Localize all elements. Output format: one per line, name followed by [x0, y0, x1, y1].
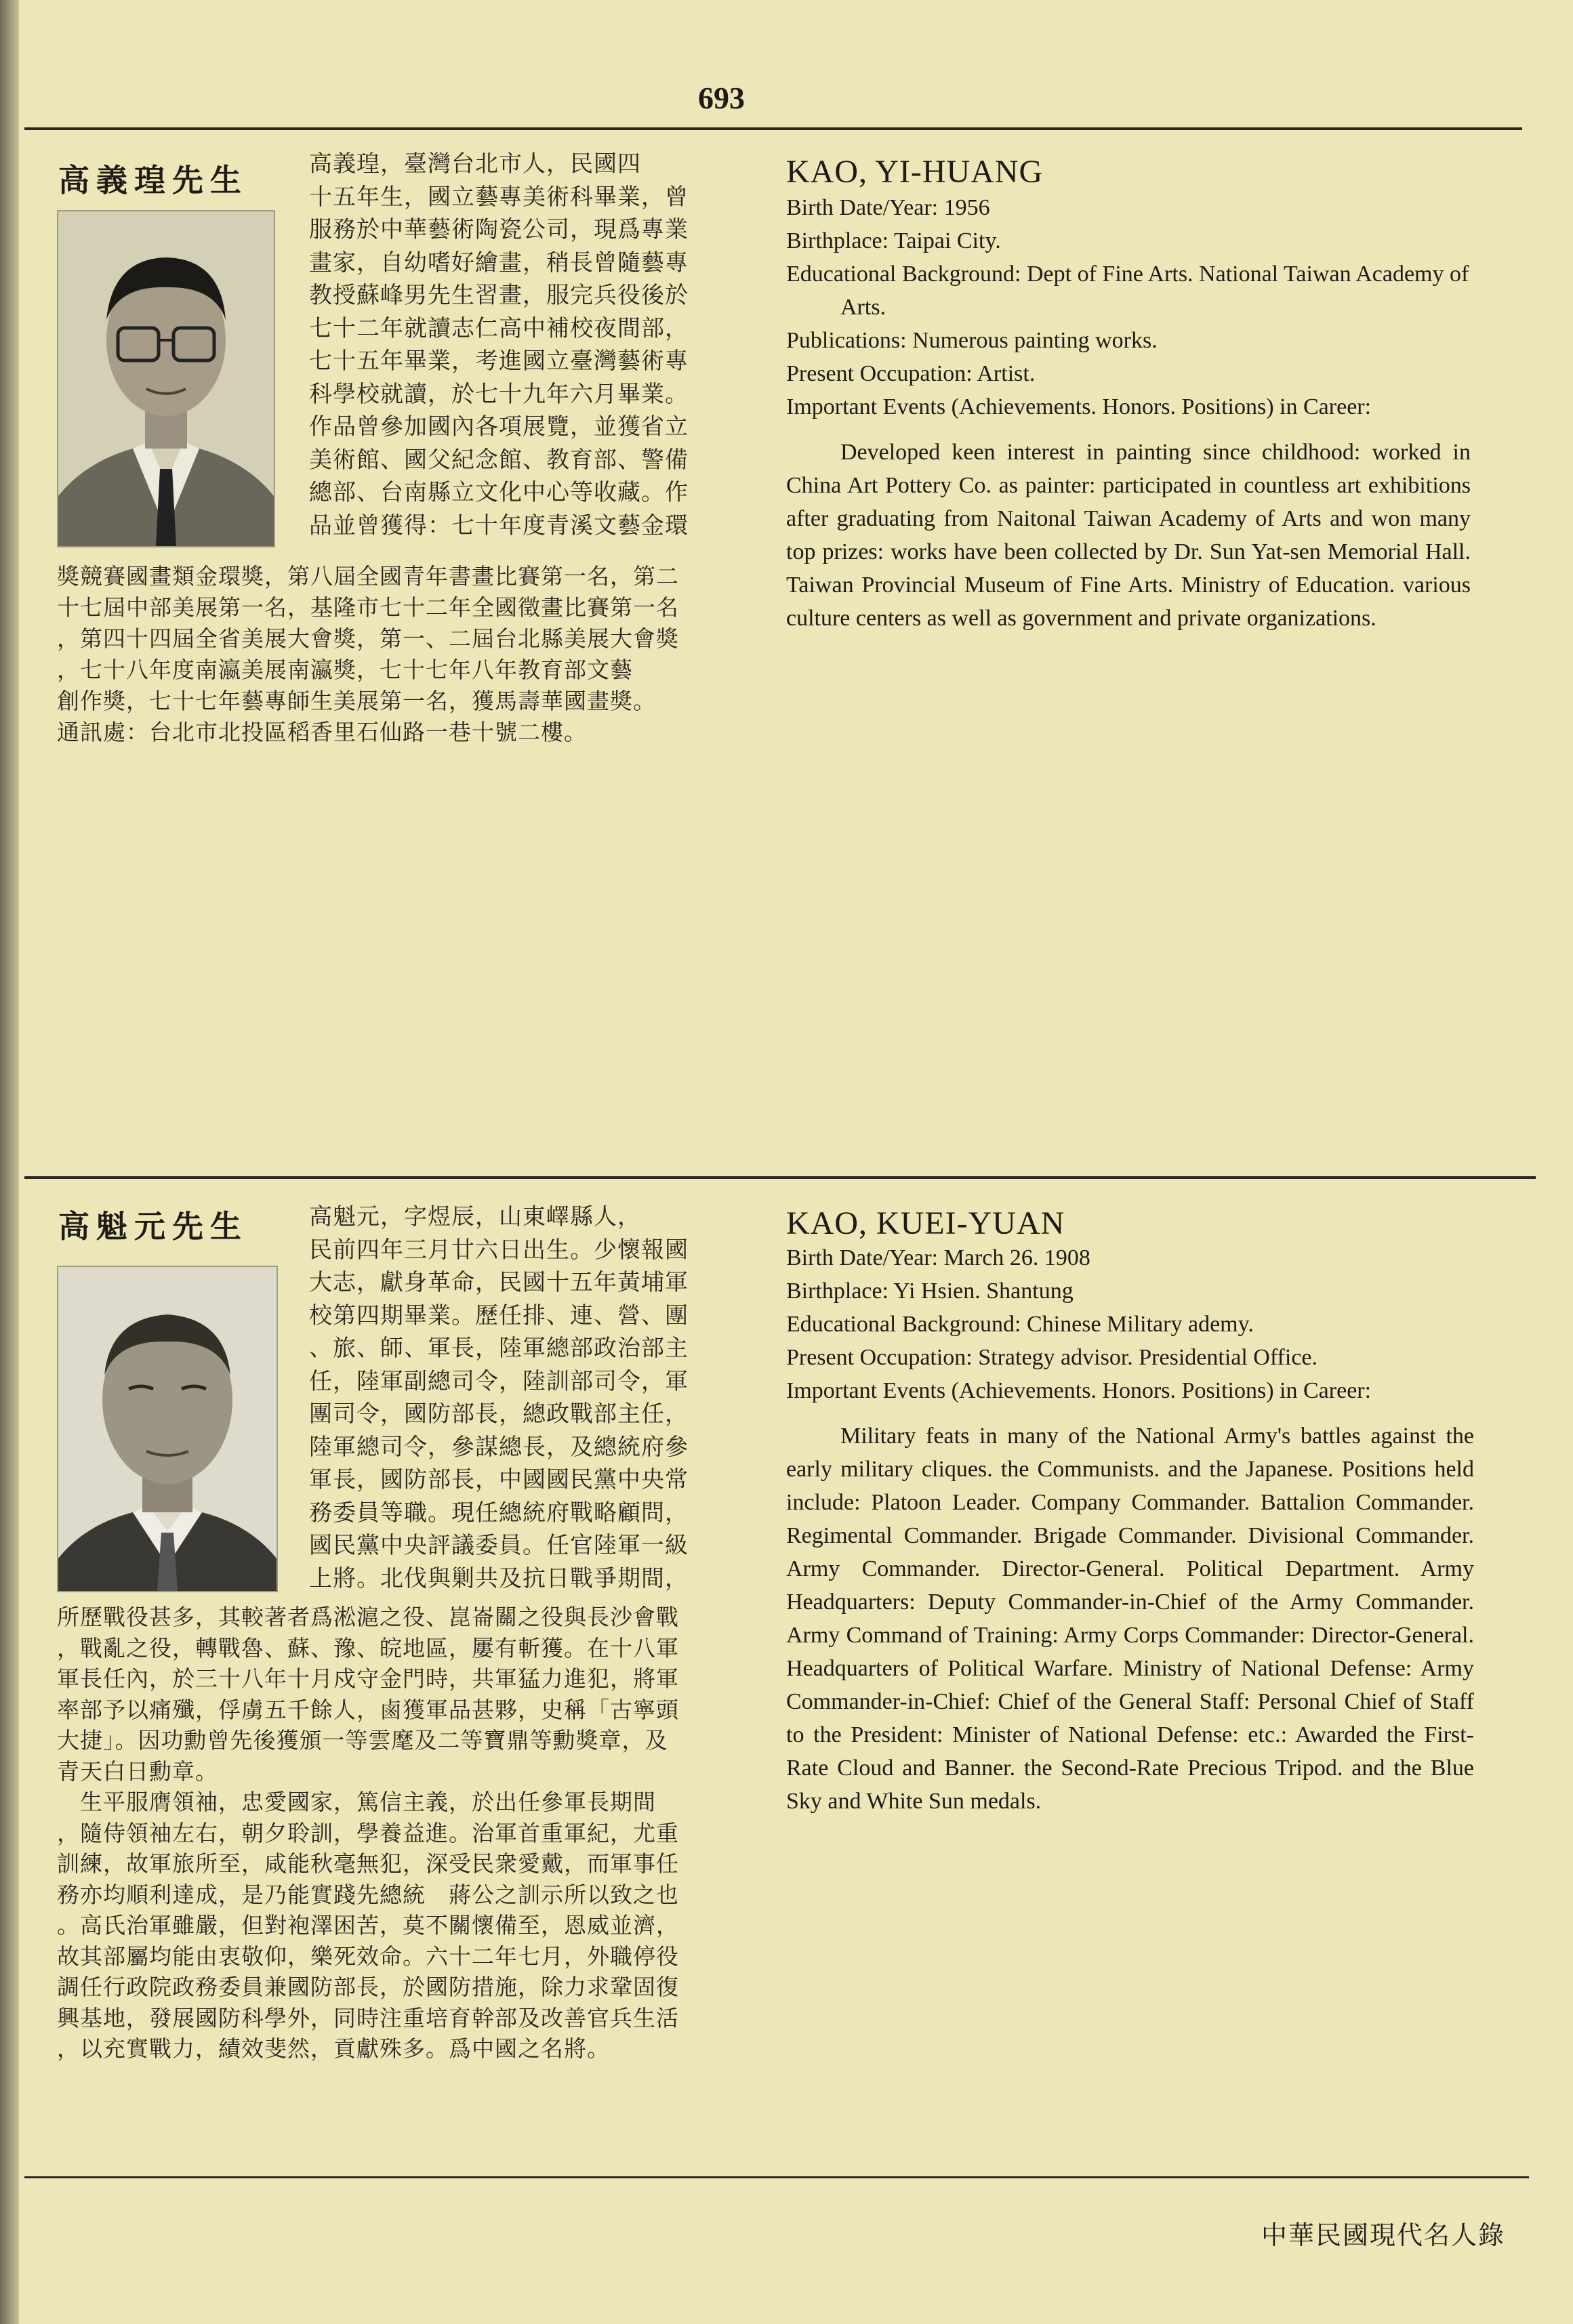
binding-shadow — [0, 0, 19, 2324]
entry2-birth: Birth Date/Year: March 26. 1908 — [786, 1245, 1090, 1270]
entry2-name-en: KAO, KUEI-YUAN — [786, 1205, 1065, 1241]
entry2-events-label: Important Events (Achievements. Honors. Positions) in Career: — [786, 1378, 1372, 1403]
entry1-bio-zh-tail: 獎競賽國畫類金環獎，第八屆全國青年書畫比賽第一名，第二 十七屆中部美展第一名，基隆市七十二年全國徵畫比賽第一名 ，第四十四屆全省美展大會獎，第一、二屆台北縣美展大會獎 ，七十八年度南瀛美展南瀛獎，七十七年八年教育部文藝 創作獎，七十七年藝專師生美展第一名，獲馬壽華國畫獎。 通訊處：台北市北投區稻香里石仙路一巷十號二樓。 — [57, 563, 679, 745]
entry2-bio-zh-head: 高魁元，字煜辰，山東嶧縣人， 民前四年三月廿六日出生。少懷報國 大志，獻身革命，民國十五年黃埔軍 校第四期畢業。歷任排、連、營、團 、旅、師、軍長，陸軍總部政治部主 任，陸軍副總司令，陸訓部司令，軍 團司令，國防部長，總政戰部主任， 陸軍總司令，參謀總長，及總統府參 軍長，國防部長，中國國民黨中央常 務委員等職。現任總統府戰略顧問， 國民黨中央評議委員。任官陸軍一級 上將。北伐與剿共及抗日戰爭期間， — [309, 1203, 689, 1592]
page-number: 693 — [698, 81, 745, 115]
entry1-name-zh: 高義瑝先生 — [58, 162, 248, 199]
entry1-events-text: Developed keen interest in painting since childhood: worked in China Art Pottery Co. as painter: participated in countless art exhibitions after graduating from Naitonal Taiwan Academy of Arts and won many top prizes: works have been collected by Dr. Sun Yat-sen Memorial Hall. Taiwan Provincial Museum of Fine Arts. Ministry of Education. various culture centers as well as government and private organizations. — [786, 440, 1471, 631]
entry2-birthplace: Birthplace: Yi Hsien. Shantung — [786, 1279, 1074, 1304]
top-rule — [24, 127, 1522, 130]
entry1-birth: Birth Date/Year: 1956 — [786, 195, 990, 220]
entry2-education: Educational Background: Chinese Military ademy. — [786, 1312, 1254, 1337]
bottom-rule — [24, 2176, 1529, 2178]
entry1-bio-zh-head: 高義瑝，臺灣台北市人，民國四 十五年生，國立藝專美術科畢業，曾 服務於中華藝術陶瓷公司，現爲專業 畫家，自幼嗜好繪畫，稍長曾隨藝專 教授蘇峰男先生習畫，服完兵役後於 七十二年就讀志仁高中補校夜間部， 七十五年畢業，考進國立臺灣藝術專 科學校就讀，於七十九年六月畢業。 作品曾參加國內各項展覽，並獲省立 美術館、國父紀念館、教育部、警備 總部、台南縣立文化中心等收藏。作 品並曾獲得：七十年度青溪文藝金環 — [309, 150, 689, 539]
entry1-birthplace: Birthplace: Taipai City. — [786, 228, 1001, 253]
entry2-occupation: Present Occupation: Strategy advisor. Presidential Office. — [786, 1345, 1318, 1370]
entry1-education: Educational Background: Dept of Fine Arts. National Taiwan Academy of Arts. — [786, 262, 1469, 320]
entry1-events-label: Important Events (Achievements. Honors. Positions) in Career: — [786, 394, 1372, 419]
entry1-occupation: Present Occupation: Artist. — [786, 361, 1036, 386]
entry1-name-en: KAO, YI-HUANG — [786, 154, 1044, 190]
entry1-publications: Publications: Numerous painting works. — [786, 328, 1158, 353]
entry2-name-zh: 高魁元先生 — [58, 1208, 248, 1245]
entry2-portrait-photo — [57, 1266, 278, 1592]
entry2-events-text: Military feats in many of the National Army's battles against the early military cliques. the Communists. and the Japanese. Positions held include: Platoon Leader. Company Commander. Battalion Commander. Regimental Commander. Brigade Commander. Divisional Commander. Army Commander. Director-General. Political Department. Army Headquarters: Deputy Commander-in-Chief of the Army Commander. Army Command of Training: Army Corps Commander: Director-General. Headquarters of Political Warfare. Ministry of National Defense: Army Commander-in-Chief: Chief of the General Staff: Personal Chief of Staff to the President: Minister of National Defense: etc.: Awarded the First-Rate Cloud and Banner. the Second-Rate Precious Tripod. and the Blue Sky and White Sun medals. — [786, 1424, 1474, 1814]
entry2-bio-zh-tail: 所歷戰役甚多，其較著者爲淞滬之役、崑崙關之役與長沙會戰 ，戰亂之役，轉戰魯、蘇、豫、皖地區，屢有斬獲。在十八軍 軍長任內，於三十八年十月戍守金門時，共軍猛力進犯，將軍 率部予以痛殲，俘虜五千餘人，鹵獲軍品甚夥，史稱「古寧頭 大捷」。因功勳曾先後獲頒一等雲麾及二等寶鼎等勳獎章，及 青天白日勳章。 生平服膺領袖，忠愛國家，篤信主義，於出任參軍長期間 ，隨侍領袖左右，朝夕聆訓，學養益進。治軍首重軍紀，尤重 訓練，故軍旅所至，咸能秋毫無犯，深受民衆愛戴，而軍事任 務亦均順利達成，是乃能實踐先總統 蔣公之訓示所以致之也 。高氏治軍雖嚴，但對袍澤困苦，莫不關懷備至，恩威並濟， 故其部屬均能由衷敬仰，樂死效命。六十二年七月，外職停役 調任行政院政務委員兼國防部長，於國防措施，除力求鞏固復 興基地，發展國防科學外，同時注重培育幹部及改善官兵生活 ，以充實戰力，績效斐然，貢獻殊多。爲中國之名將。 — [57, 1604, 679, 2062]
entry2-details-en — [786, 1241, 1474, 1818]
middle-rule — [24, 1176, 1536, 1179]
book-title-footer: 中華民國現代名人錄 — [1261, 2220, 1505, 2250]
entry1-portrait-photo — [57, 210, 275, 547]
entry1-details-en — [786, 191, 1471, 635]
